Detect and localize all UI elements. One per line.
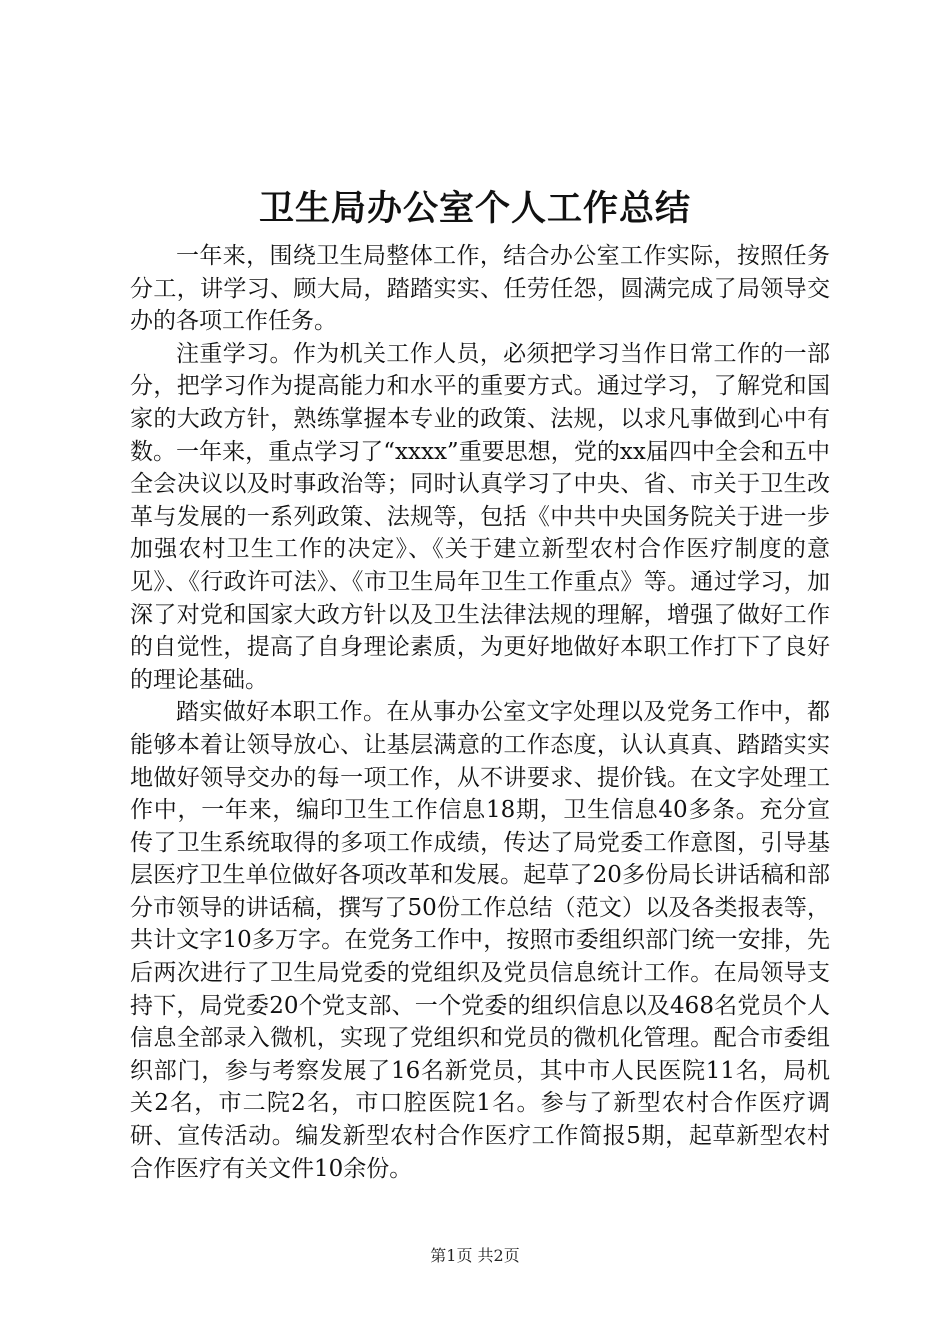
document-body [130, 240, 830, 1185]
paragraph-intro: 一年来，围绕卫生局整体工作，结合办公室工作实际，按照任务分工，讲学习、顾大局，踏踏实实、任劳任怨，圆满完成了局领导交办的各项工作任务。 [130, 243, 830, 335]
document-title: 卫生局办公室个人工作总结 [258, 188, 691, 229]
paragraph-work: 踏实做好本职工作。在从事办公室文字处理以及党务工作中，都能够本着让领导放心、让基层满意的工作态度，认认真真、踏踏实实地做好领导交办的每一项工作，从不讲要求、提价钱。在文字处理工作中，一年来，编印卫生工作信息18期，卫生信息40多条。充分宣传了卫生系统取得的多项工作成绩，传达了局党委工作意图，引导基层医疗卫生单位做好各项改革和发展。起草了20多份局长讲话稿和部分市领导的讲话稿，撰写了50份工作总结（范文）以及各类报表等，共计文字10多万字。在党务工作中，按照市委组织部门统一安排，先后两次进行了卫生局党委的党组织及党员信息统计工作。在局领导支持下，局党委20个党支部、一个党委的组织信息以及468名党员个人信息全部录入微机，实现了党组织和党员的微机化管理。配合市委组织部门，参与考察发展了16名新党员，其中市人民医院11名，局机关2名，市二院2名，市口腔医院1名。参与了新型农村合作医疗调研、宣传活动。编发新型农村合作医疗工作简报5期，起草新型农村合作医疗有关文件10余份。 [130, 699, 830, 1182]
page-number-footer: 第1页 共2页 [430, 1246, 520, 1265]
paragraph-study: 注重学习。作为机关工作人员，必须把学习当作日常工作的一部分，把学习作为提高能力和水平的重要方式。通过学习，了解党和国家的大政方针，熟练掌握本专业的政策、法规，以求凡事做到心中有数。一年来，重点学习了“xxxx”重要思想，党的xx届四中全会和五中全会决议以及时事政治等；同时认真学习了中央、省、市关于卫生改革与发展的一系列政策、法规等，包括《中共中央国务院关于进一步加强农村卫生工作的决定》、《关于建立新型农村合作医疗制度的意见》、《行政许可法》、《市卫生局年卫生工作重点》等。通过学习，加深了对党和国家大政方针以及卫生法律法规的理解，增强了做好工作的自觉性，提高了自身理论素质，为更好地做好本职工作打下了良好的理论基础。 [130, 340, 830, 693]
